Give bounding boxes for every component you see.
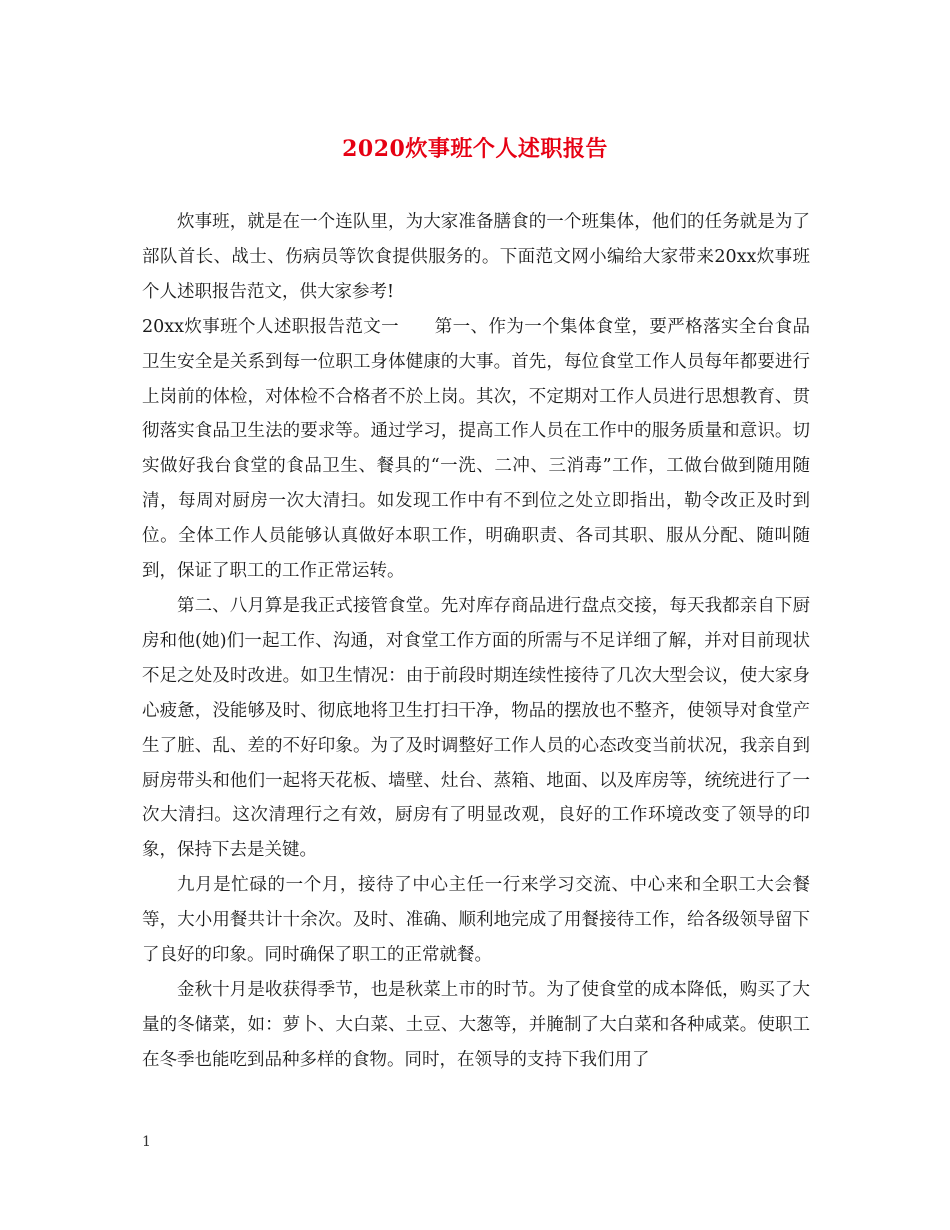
paragraph-september: 九月是忙碌的一个月，接待了中心主任一行来学习交流、中心来和全职工大会餐等，大小用餐共计十余次。及时、准确、顺利地完成了用餐接待工作，给各级领导留下了良好的印象。同时确保了职工的正常就餐。: [142, 875, 810, 966]
paragraph-intro: 炊事班，就是在一个连队里，为大家准备膳食的一个班集体，他们的任务就是为了部队首长、战士、伤病员等饮食提供服务的。下面范文网小编给大家带来20xx炊事班个人述职报告范文，供大家参考!: [142, 212, 810, 302]
page-number: 1: [142, 1134, 151, 1150]
paragraph-first-section: 20xx炊事班个人述职报告范文一 第一、作为一个集体食堂，要严格落实全台食品卫生安全是关系到每一位职工身体健康的大事。首先，每位食堂工作人员每年都要进行上岗前的体检，对体检不合格者不於上岗。其次，不定期对工作人员进行思想教育、贯彻落实食品卫生法的要求等。通过学习，提高工作人员在工作中的服务质量和意识。切实做好我台食堂的食品卫生、餐具的“一洗、二冲、三消毒”工作，工做台做到随用随清，每周对厨房一次大清扫。如发现工作中有不到位之处立即指出，勒令改正及时到位。全体工作人员能够认真做好本职工作，明确职责、各司其职、服从分配、随叫随到，保证了职工的工作正常运转。: [142, 316, 810, 582]
document-title: 2020炊事班个人述职报告: [342, 136, 608, 162]
paragraph-second-section: 第二、八月算是我正式接管食堂。先对库存商品进行盘点交接，每天我都亲自下厨房和他(她)们一起工作、沟通，对食堂工作方面的所需与不足详细了解，并对目前现状不足之处及时改进。如卫生情况：由于前段时期连续性接待了几次大型会议，使大家身心疲惫，没能够及时、彻底地将卫生打扫干净，物品的摆放也不整齐，使领导对食堂产生了脏、乱、差的不好印象。为了及时调整好工作人员的心态改变当前状况，我亲自到厨房带头和他们一起将天花板、墙壁、灶台、蒸箱、地面、以及库房等，统统进行了一次大清扫。这次清理行之有效，厨房有了明显改观，良好的工作环境改变了领导的印象，保持下去是关键。: [142, 595, 810, 861]
document-body: [142, 205, 810, 1078]
paragraph-october: 金秋十月是收获得季节，也是秋菜上市的时节。为了使食堂的成本降低，购买了大量的冬储菜，如：萝卜、大白菜、土豆、大葱等，并腌制了大白菜和各种咸菜。使职工在冬季也能吃到品种多样的食物。同时，在领导的支持下我们用了: [142, 979, 810, 1070]
